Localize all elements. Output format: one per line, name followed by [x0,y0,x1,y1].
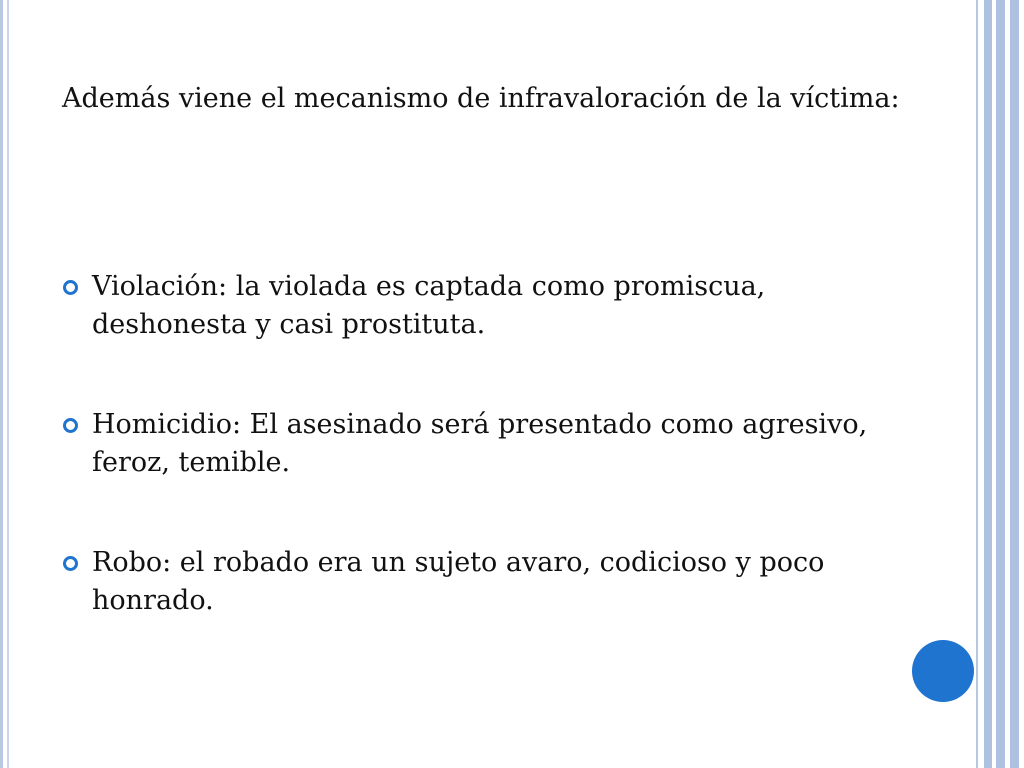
bullet-text: Violación: la violada es captada como promiscua, deshonesta y casi prostituta. [92,271,766,340]
left-border-line-inner [7,0,9,768]
bullet-list [62,268,882,682]
bullet-text: Homicidio: El asesinado será presentado como agresivo, feroz, temible. [92,409,868,478]
bullet-item-robo [62,544,882,620]
intro-text: Además viene el mecanismo de infravaloración de la víctima: [62,83,900,114]
decorative-circle [912,640,974,702]
bullet-item-homicidio [62,406,882,482]
right-border-bar-3 [1010,0,1019,768]
ring-bullet-icon [63,556,78,571]
right-border-bar-1 [984,0,992,768]
ring-bullet-icon [63,280,78,295]
left-border-line [0,0,3,768]
right-border-bar-2 [996,0,1005,768]
bullet-text: Robo: el robado era un sujeto avaro, codicioso y poco honrado. [92,547,825,616]
bullet-item-violacion [62,268,882,344]
ring-bullet-icon [63,418,78,433]
